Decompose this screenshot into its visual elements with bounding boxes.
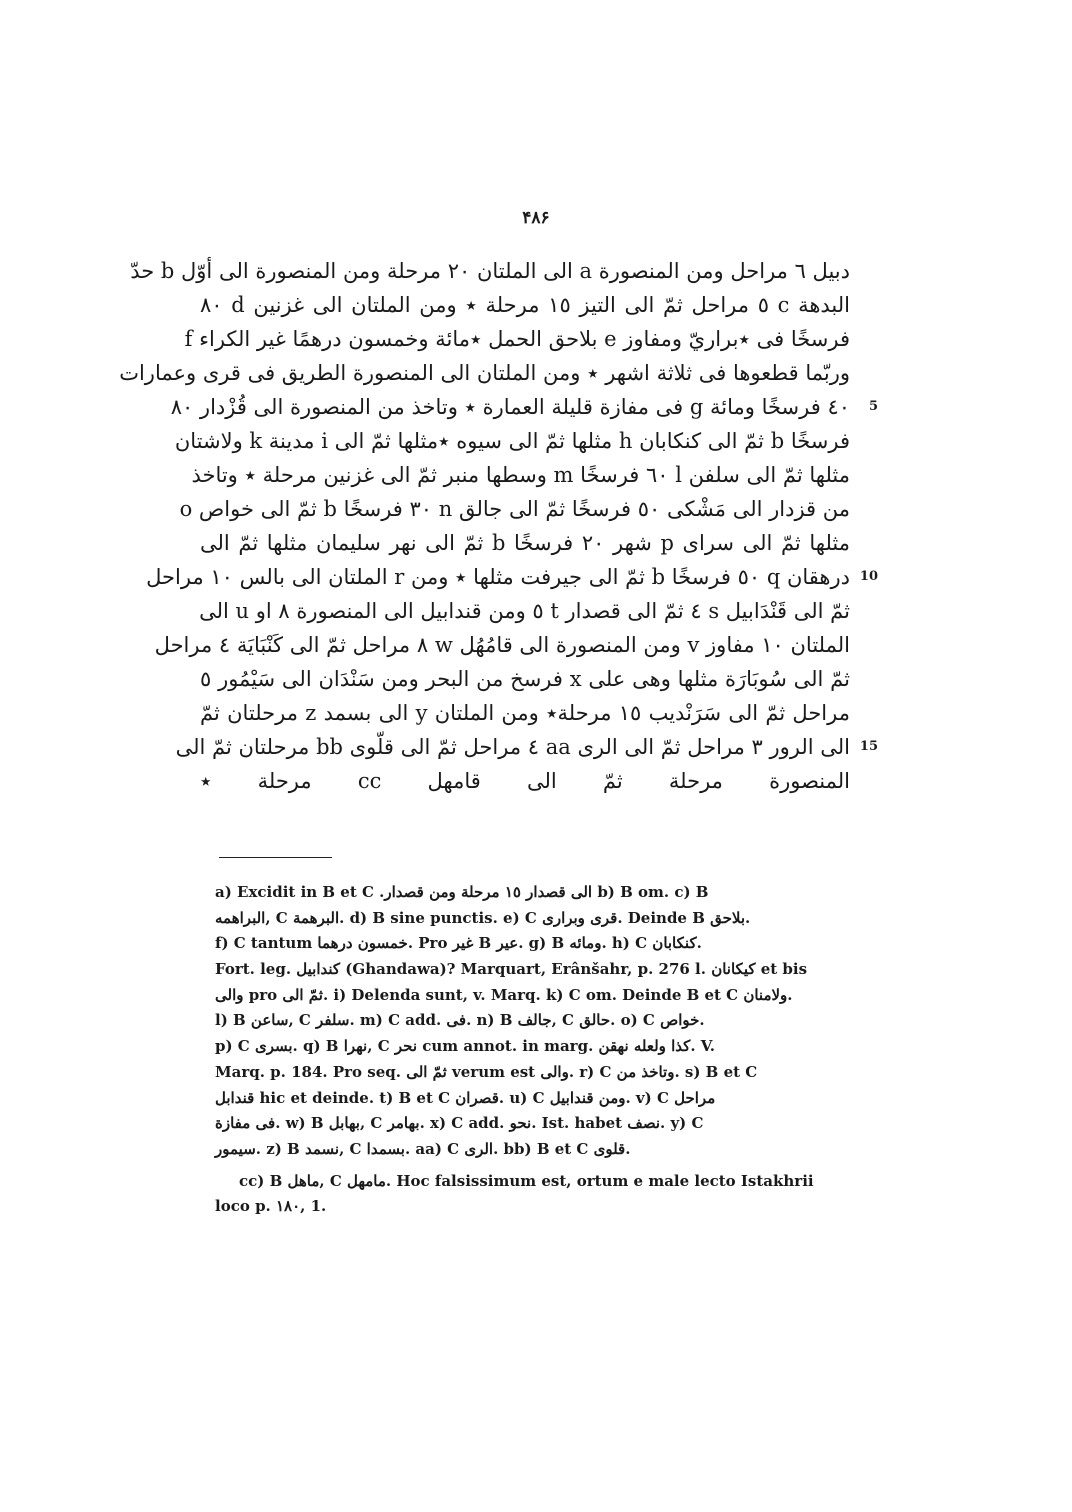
line-number: 15 <box>859 739 878 754</box>
text-line <box>200 594 850 628</box>
text-line-content: المنصورة مرحلة ثمّ الى قامهل cc مرحلة ٭ <box>200 769 850 793</box>
text-line <box>174 424 850 458</box>
line-number: 10 <box>859 569 878 584</box>
footnote-line: البراهمه, C البرهمة. d) B sine punctis. e) C قرى وبرارى. Deinde B بلاحق. <box>215 908 751 927</box>
text-line-content: ثمّ الى سُوبَارَة مثلها وهى على x فرسخ من البحر ومن سَنْدَان الى سَيْمُور ٥ <box>200 667 851 691</box>
text-line <box>119 356 850 390</box>
text-line-content: الملتان ١٠ مفاوز v ومن المنصورة الى قامُهُل w ٨ مراحل ثمّ الى كَنْبَايَة ٤ مراحل <box>154 633 850 657</box>
text-line <box>179 492 850 526</box>
text-line-content: مراحل ثمّ الى سَرَنْديب ١٥ مرحلة٭ ومن الملتان y الى بسمد z مرحلتان ثمّ <box>200 701 850 725</box>
line-number: 5 <box>868 399 878 414</box>
footnote-line: f) C tantum خمسون درهما. Pro غير B عير. g) B ومائه. h) C كنكابان. <box>215 934 702 953</box>
text-line-content: ثمّ الى قَنْدَابيل s ٤ ثمّ الى قصدار t ٥ ومن قندابيل الى المنصورة ٨ او u الى <box>199 599 850 623</box>
footnote-line: loco p. ١٨٠, 1. <box>215 1197 327 1216</box>
text-line-content: البدهة c ٥ مراحل ثمّ الى التيز ١٥ مرحلة ٭ ومن الملتان الى غزنين d ٨٠ <box>200 293 850 317</box>
text-line <box>200 662 850 696</box>
text-line-content: الى الرور ٣ مراحل ثمّ الى الرى aa ٤ مراحل ثمّ الى قلّوى bb مرحلتان ثمّ الى <box>175 735 850 759</box>
footnote-line: والى pro ثمّ الى. i) Delenda sunt, v. Marq. k) C om. Deinde B et C ولامنان. <box>215 985 793 1004</box>
footnotes-block <box>215 880 855 1220</box>
text-line <box>200 696 850 730</box>
text-line-content: وربّما قطعوها فى ثلاثة اشهر ٭ ومن الملتان الى المنصورة الطريق فى قرى وعمارات <box>119 361 850 385</box>
footnote-line: cc) B ماهل, C مامهل. Hoc falsissimum est, ortum e male lecto Istakhrii <box>239 1171 814 1190</box>
footnote-line: a) Excidit in B et C .الى قصدار ١٥ مرحلة ومن قصدار b) B om. c) B <box>215 883 709 901</box>
text-line <box>170 390 878 424</box>
text-line-content: درهقان q ٥٠ فرسخًا b ثمّ الى جيرفت مثلها ٭ ومن r الملتان الى بالس ١٠ مراحل <box>146 565 850 589</box>
footnote-line: Marq. p. 184. Pro seq. ثمّ الى verum est والى. r) C وتاخذ من. s) B et C <box>215 1062 758 1081</box>
text-line-content: فرسخًا فى ٭براريّ ومفاوز e بلاحق الحمل ٭مائة وخمسون درهمًا غير الكراء f <box>184 327 850 351</box>
main-text-block <box>119 254 878 798</box>
footnote-line: p) C بسرى. q) B نهرا, C نحر cum annot. in marg. كذا ولعله نهقن. V. <box>215 1037 715 1056</box>
text-line-content: ٤٠ فرسخًا ومائة g فى مفازة قليلة العمارة ٭ وتاخذ من المنصورة الى قُزْدار ٨٠ <box>170 395 850 419</box>
footnote-separator <box>219 857 332 858</box>
footnote-line: l) B ساعن, C سلفر. m) C add. فى. n) B جالف, C حالق. o) C خواص. <box>215 1011 705 1030</box>
text-line <box>146 560 878 594</box>
text-line-content: فرسخًا b ثمّ الى كنكابان h مثلها ثمّ الى سيوه ٭مثلها ثمّ الى i مدينة k ولاشتان <box>174 429 850 453</box>
footnote-line: قندابل hic et deinde. t) B et C قصران. u) C ومن قندابيل. v) C مراحل <box>215 1088 716 1107</box>
footnote-line: فى مفازة. w) B بهابل, C بهامر. x) C add. نحو. Ist. habet نصف. y) C <box>215 1114 704 1133</box>
footnote-line: سيمور. z) B نسمد, C بسمدا. aa) C الرى. bb) B et C قلوى. <box>215 1139 631 1158</box>
text-line <box>154 628 850 662</box>
text-line-content: من قزدار الى مَشْكى ٥٠ فرسخًا ثمّ الى جالق n ٣٠ فرسخًا b ثمّ الى خواص o <box>179 497 850 521</box>
text-line <box>200 764 850 798</box>
text-line-content: مثلها ثمّ الى سراى p شهر ٢٠ فرسخًا b ثمّ الى نهر سليمان مثلها ثمّ الى <box>200 531 851 555</box>
text-line <box>200 526 850 560</box>
text-line-content: مثلها ثمّ الى سلفن l ٦٠ فرسخًا m وسطها منبر ثمّ الى غزنين مرحلة ٭ وتاخذ <box>191 463 850 487</box>
text-line <box>130 254 850 288</box>
text-line <box>184 322 850 356</box>
text-line <box>200 288 850 322</box>
text-line <box>191 458 850 492</box>
text-line <box>175 730 878 764</box>
page-number: ۴۸۶ <box>522 208 550 228</box>
footnote-line: Fort. leg. كندابيل (Ghandawa)? Marquart, Erânšahr, p. 276 l. كيكانان et bis <box>215 960 808 979</box>
text-line-content: دبيل ٦ مراحل ومن المنصورة a الى الملتان ٢٠ مرحلة ومن المنصورة الى أوّل b حدّ <box>130 259 850 283</box>
